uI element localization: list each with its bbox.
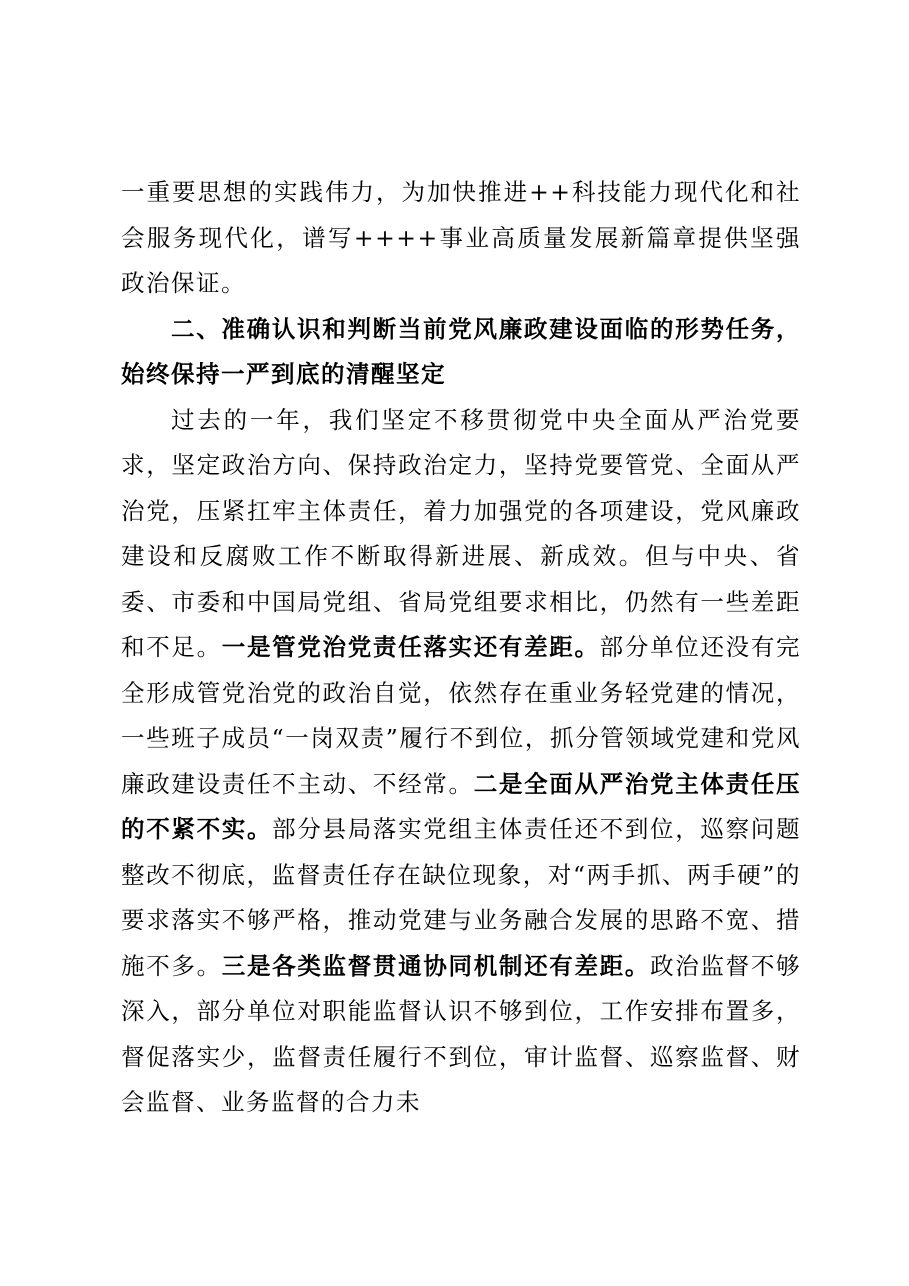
point-2-heading: 二是全面从严治党主体责任压的不紧不实。 [121,769,802,843]
paragraph-text: 部分单位还没有完全形成管党治党的政治自觉，依然存在重业务轻党建的情况，一些班子成员“一岗双责”履行不到位，抓分管领域党建和党风廉政建设责任不主动、不经常。 [121,633,802,798]
document-body [121,170,801,1126]
point-1-heading: 一是管党治党责任落实还有差距。 [221,633,600,661]
section-heading-2: 二、准确认识和判断当前党风廉政建设面临的形势任务，始终保持一严到底的清醒坚定 [121,314,801,388]
paragraph-text: 部分县局落实党组主体责任还不到位，巡察问题整改不彻底，监督责任存在缺位现象，对“两手抓、两手硬”的要求落实不够严格，推动党建与业务融合发展的思路不宽、措施不多。 [121,815,802,980]
paragraph-text: 过去的一年，我们坚定不移贯彻党中央全面从严治党要求，坚定政治方向、保持政治定力，坚持党要管党、全面从严治党，压紧扛牢主体责任，着力加强党的各项建设，党风廉政建设和反腐败工作不断取得新进展、新成效。但与中央、省委、市委和中国局党组、省局党组要求相比，仍然有一些差距和不足。 [121,405,801,661]
point-3-heading: 三是各类监督贯通协同机制还有差距。 [221,951,651,980]
paragraph-situation [121,398,801,1126]
paragraph-continuation: 一重要思想的实践伟力，为加快推进++科技能力现代化和社会服务现代化，谱写++++事业高质量发展新篇章提供坚强政治保证。 [121,178,801,297]
paragraph-text: 政治监督不够深入，部分单位对职能监督认识不够到位，工作安排布置多，督促落实少，监督责任履行不到位，审计监督、巡察监督、财会监督、业务监督的合力未 [121,951,802,1116]
